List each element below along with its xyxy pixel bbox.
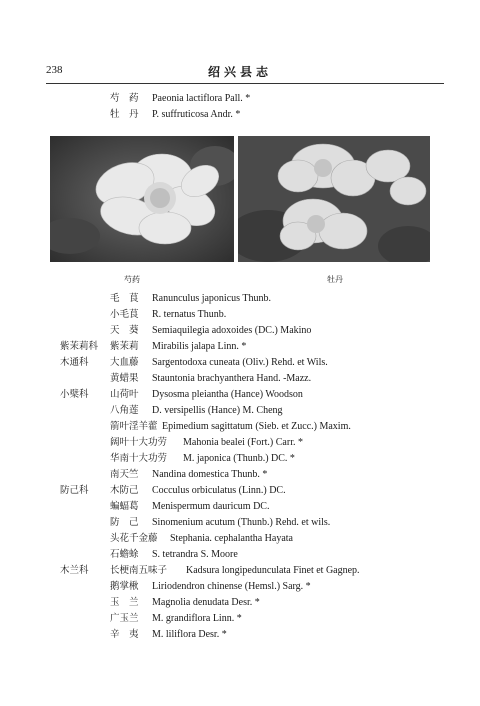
chinese-name: 八角莲 [110, 405, 139, 416]
list-item [0, 547, 480, 563]
photo-caption-left: 芍药 [124, 275, 140, 284]
latin-name: Dysosma pleiantha (Hance) Woodson [152, 389, 303, 400]
chinese-name: 芍 药 [110, 93, 139, 104]
tree-peony-photo-drawing [238, 136, 430, 262]
list-item [0, 291, 480, 307]
chinese-name: 头花千金藤 [110, 533, 158, 544]
latin-name: Mahonia bealei (Fort.) Carr. * [183, 437, 303, 448]
latin-name: M. grandiflora Linn. * [152, 613, 242, 624]
family-name: 木兰科 [60, 565, 89, 576]
latin-name: Sinomenium acutum (Thunb.) Rehd. et wils. [152, 517, 331, 528]
list-item [0, 387, 480, 403]
list-item [0, 323, 480, 339]
list-item [0, 483, 480, 499]
list-item [0, 579, 480, 595]
chinese-name: 木防己 [110, 485, 139, 496]
list-item [0, 419, 480, 435]
chinese-name: 广玉兰 [110, 613, 139, 624]
peony-photo [50, 136, 234, 262]
list-item [0, 435, 480, 451]
list-item [0, 611, 480, 627]
chinese-name: 天 葵 [110, 325, 139, 336]
list-item [0, 307, 480, 323]
chinese-name: 紫茉莉 [110, 341, 139, 352]
chinese-name: 辛 夷 [110, 629, 139, 640]
chinese-name: 黄蜡果 [110, 373, 139, 384]
list-item [0, 451, 480, 467]
list-item [0, 339, 480, 355]
peony-photo-drawing [50, 136, 234, 262]
chinese-name: 鹅掌楸 [110, 581, 139, 592]
latin-name: Epimedium sagittatum (Sieb. et Zucc.) Maxim. [162, 421, 351, 432]
latin-name: D. versipellis (Hance) M. Cheng [152, 405, 283, 416]
chinese-name: 箭叶淫羊藿 [110, 421, 158, 432]
page-header [0, 64, 480, 80]
latin-name: S. tetrandra S. Moore [152, 549, 238, 560]
latin-name: M. japonica (Thunb.) DC. * [183, 453, 295, 464]
header-rule [46, 83, 444, 84]
book-title: 绍兴县志 [207, 65, 272, 79]
family-name: 防己科 [60, 485, 89, 496]
list-item [0, 371, 480, 387]
latin-name: Stauntonia brachyanthera Hand. -Mazz. [152, 373, 312, 384]
chinese-name: 长梗南五味子 [110, 565, 168, 576]
latin-name: Paeonia lactiflora Pall. * [152, 93, 251, 104]
latin-name: Menispermum dauricum DC. [152, 501, 270, 512]
chinese-name: 阔叶十大功劳 [110, 437, 168, 448]
list-item [0, 531, 480, 547]
latin-name: Mirabilis jalapa Linn. * [152, 341, 247, 352]
chinese-name: 南天竺 [110, 469, 139, 480]
chinese-name: 石蟾蜍 [110, 549, 139, 560]
chinese-name: 华南十大功劳 [110, 453, 168, 464]
list-item [0, 91, 480, 107]
latin-name: M. liliflora Desr. * [152, 629, 227, 640]
list-item [0, 595, 480, 611]
latin-name: Nandina domestica Thunb. * [152, 469, 268, 480]
latin-name: Kadsura longipedunculata Finet et Gagnep. [186, 565, 360, 576]
latin-name: Ranunculus japonicus Thunb. [152, 293, 271, 304]
tree-peony-photo [238, 136, 430, 262]
chinese-name: 蝙蝠葛 [110, 501, 139, 512]
chinese-name: 小毛茛 [110, 309, 139, 320]
page-number: 238 [46, 64, 63, 76]
chinese-name: 牡 丹 [110, 109, 139, 120]
latin-name: Sargentodoxa cuneata (Oliv.) Rehd. et Wils. [152, 357, 328, 368]
list-item [0, 355, 480, 371]
chinese-name: 防 己 [110, 517, 139, 528]
latin-name: Magnolia denudata Desr. * [152, 597, 260, 608]
list-item [0, 515, 480, 531]
chinese-name: 山荷叶 [110, 389, 139, 400]
family-name: 小檗科 [60, 389, 89, 400]
latin-name: P. suffruticosa Andr. * [152, 109, 241, 120]
family-name: 紫茉莉科 [60, 341, 99, 352]
family-name: 木通科 [60, 357, 89, 368]
list-item [0, 107, 480, 123]
list-item [0, 563, 480, 579]
chinese-name: 玉 兰 [110, 597, 139, 608]
latin-name: Semiaquilegia adoxoides (DC.) Makino [152, 325, 312, 336]
latin-name: Liriodendron chinense (Hemsl.) Sarg. * [152, 581, 311, 592]
chinese-name: 大血藤 [110, 357, 139, 368]
list-item [0, 499, 480, 515]
latin-name: R. ternatus Thunb. [152, 309, 227, 320]
list-item [0, 467, 480, 483]
photo-caption-right: 牡丹 [327, 275, 343, 284]
list-item [0, 403, 480, 419]
list-item [0, 627, 480, 643]
latin-name: Stephania. cephalantha Hayata [170, 533, 293, 544]
chinese-name: 毛 茛 [110, 293, 139, 304]
latin-name: Cocculus orbiculatus (Linn.) DC. [152, 485, 286, 496]
